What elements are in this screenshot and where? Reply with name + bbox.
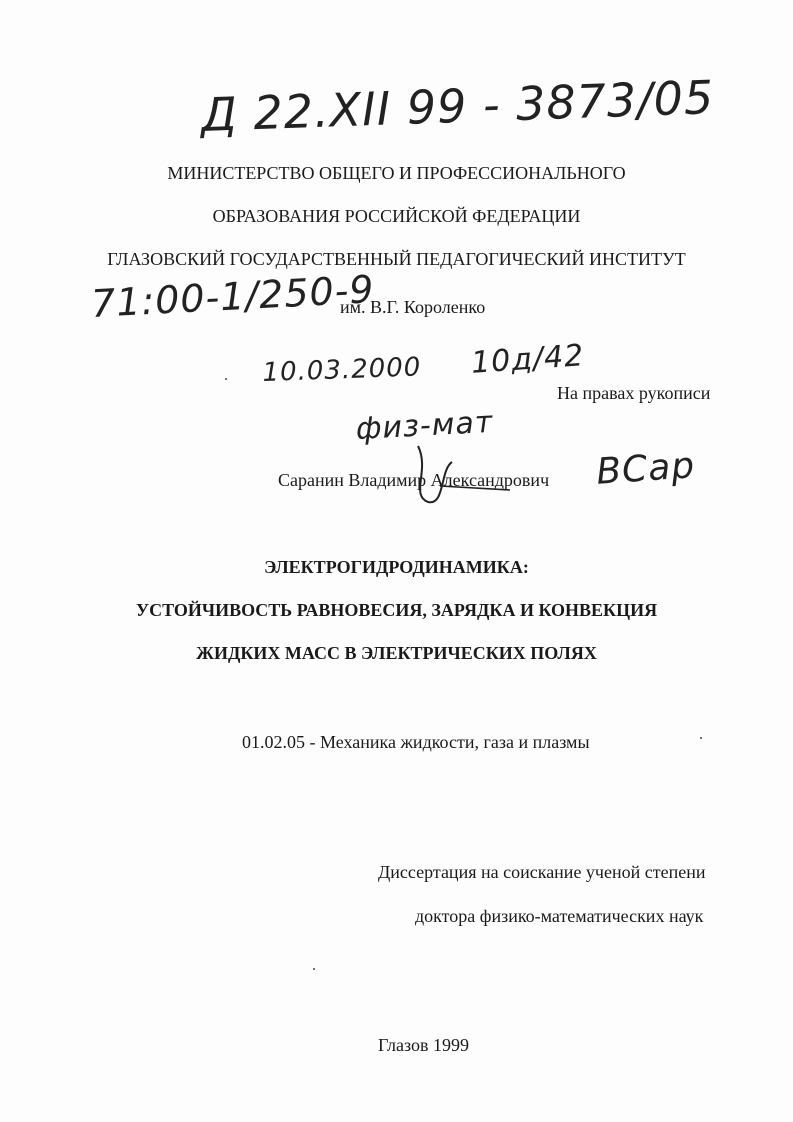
scan-speck <box>700 737 702 739</box>
handwritten-top-note: Д 22.XII 99 - 3873/05 <box>200 70 716 142</box>
handwritten-registry-number: 71:00-1/250-9 <box>90 267 376 326</box>
author-name: Саранин Владимир Александрович <box>278 470 550 490</box>
place-year: Глазов 1999 <box>378 1035 470 1055</box>
degree-line-1: Диссертация на соискание ученой степени <box>378 862 706 882</box>
scan-speck <box>225 378 227 380</box>
handwritten-code-note: 10д/42 <box>470 338 586 381</box>
title-line-1: ЭЛЕКТРОГИДРОДИНАМИКА: <box>264 557 529 577</box>
handwritten-date-note: 10.03.2000 <box>262 352 422 388</box>
title-line-2: УСТОЙЧИВОСТЬ РАВНОВЕСИЯ, ЗАРЯДКА И КОНВЕКЦИЯ <box>135 600 658 620</box>
institute-name: ГЛАЗОВСКИЙ ГОСУДАРСТВЕННЫЙ ПЕДАГОГИЧЕСКИЙ ИНСТИТУТ <box>107 249 686 269</box>
institute-named-after: им. В.Г. Короленко <box>340 297 486 317</box>
handwritten-signature: ВСар <box>595 445 697 493</box>
specialty-line: 01.02.05 - Механика жидкости, газа и плазмы <box>242 732 590 752</box>
rights-note: На правах рукописи <box>557 383 711 403</box>
ministry-line-1: МИНИСТЕРСТВО ОБЩЕГО И ПРОФЕССИОНАЛЬНОГО <box>167 163 626 183</box>
degree-line-2: доктора физико-математических наук <box>415 906 704 926</box>
ministry-line-2: ОБРАЗОВАНИЯ РОССИЙСКОЙ ФЕДЕРАЦИИ <box>212 206 581 226</box>
scan-speck <box>313 968 315 970</box>
author-signature-scribble <box>400 440 520 510</box>
title-line-3: ЖИДКИХ МАСС В ЭЛЕКТРИЧЕСКИХ ПОЛЯХ <box>196 643 597 663</box>
handwritten-faculty-note: физ-мат <box>355 404 495 447</box>
